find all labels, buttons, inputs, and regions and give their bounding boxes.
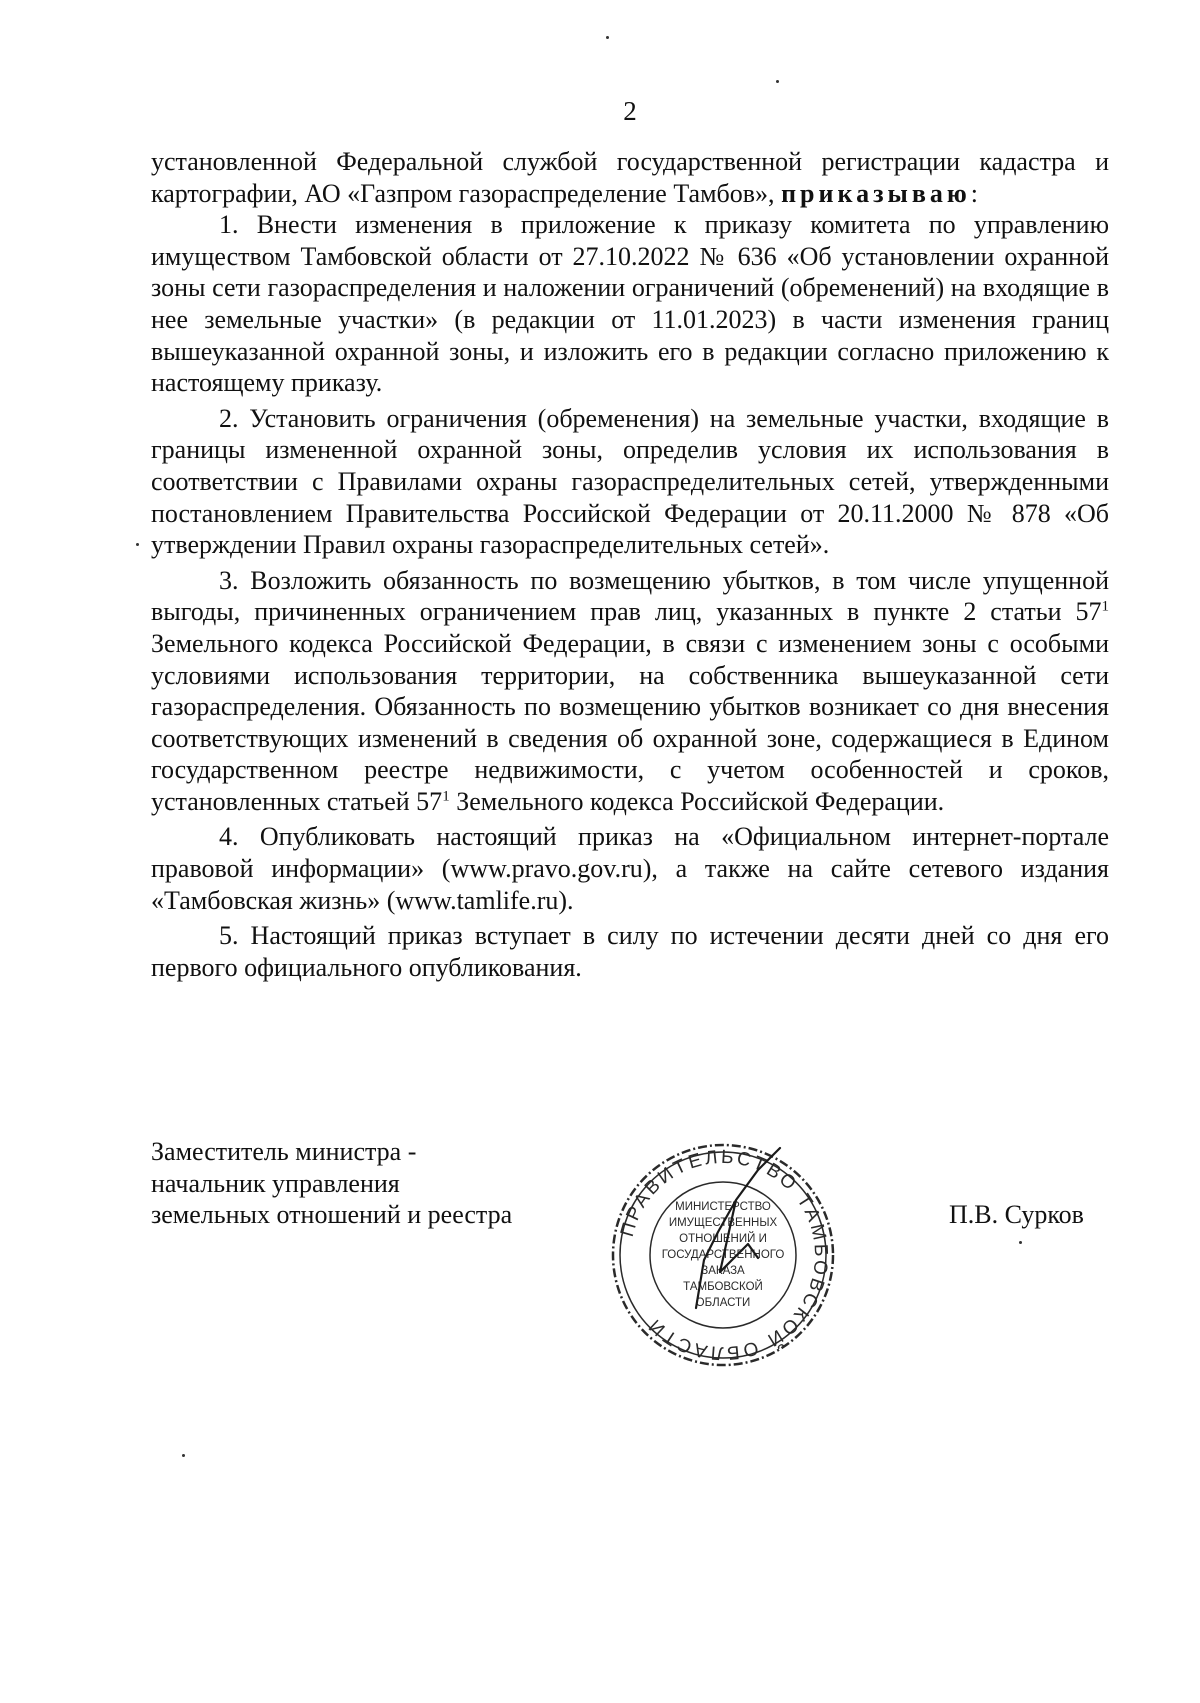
signatory-name: П.В. Сурков [949, 1200, 1084, 1229]
order-item-3 [151, 565, 1109, 818]
scan-speck [182, 1454, 185, 1457]
order-item-3-part-1: 3. Возложить обязанность по возмещению убытков, в том числе упущенной выгоды, причиненных ограничением прав лиц, указанных в пункте 2 статьи 57 [151, 565, 1109, 627]
signatory-position [151, 1136, 512, 1231]
seal-inner-line: ОТНОШЕНИЙ И [679, 1233, 767, 1245]
seal-inner-line: ОБЛАСТИ [695, 1297, 751, 1309]
order-item-4: 4. Опубликовать настоящий приказ на «Официальном интернет-портале правовой информации» (www.pravo.gov.ru), а также на сайте сетевого издания «Тамбовская жизнь» (www.tamlife.ru). [151, 822, 1109, 915]
scan-speck [1019, 1241, 1022, 1244]
scan-speck [776, 80, 779, 83]
order-item-3-part-3: Земельного кодекса Российской Федерации. [449, 786, 945, 816]
order-word: приказываю [781, 178, 971, 208]
seal-inner-line: ГОСУДАРСТВЕННОГО [661, 1249, 785, 1261]
article-superscript: 1 [442, 788, 450, 805]
order-item-2: 2. Установить ограничения (обременения) на земельные участки, входящие в границы измененной охранной зоны, определив условия их использования в соответствии с Правилами охраны газораспределительных сетей, утвержденными постановлением Правительства Российской Федерации от 20.11.2000 № 878 «Об утверждении Правил охраны газораспределительных сетей». [151, 403, 1109, 560]
signatory-position-line: земельных отношений и реестра [151, 1200, 513, 1230]
scan-speck [136, 543, 139, 546]
article-superscript: 1 [1101, 598, 1109, 615]
order-item-3-part-2: Земельного кодекса Российской Федерации, в связи с изменением зоны с особыми условиями использования территории, на собственника вышеуказанной сети газораспределения. Обязанность по возмещению убытков возникает со дня внесения соответствующих изменений в сведения об охранной зоне, содержащиеся в Едином государственном реестре недвижимости, с учетом особенностей и сроков, установленных статьей 57 [151, 628, 1109, 816]
order-item-1: 1. Внести изменения в приложение к приказу комитета по управлению имуществом Тамбовской области от 27.10.2022 № 636 «Об установлении охранной зоны сети газораспределения и наложении ограничений (обременений) на входящие в нее земельные участки» (в редакции от 11.01.2023) в части изменения границ вышеуказанной охранной зоны, и изложить его в редакции согласно приложению к настоящему приказу. [151, 210, 1109, 398]
page-number: 2 [623, 96, 637, 126]
official-seal-stamp [608, 1140, 838, 1370]
signatory-position-line: начальник управления [151, 1168, 400, 1198]
order-suffix: : [970, 178, 978, 208]
lead-paragraph-text: установленной Федеральной службой государственной регистрации кадастра и картографии, АО «Газпром газораспределение Тамбов», [151, 147, 1109, 208]
lead-paragraph [151, 146, 1109, 209]
seal-graphic [608, 1140, 838, 1370]
seal-inner-line: ЗАКАЗА [701, 1265, 745, 1277]
seal-inner-line: ТАМБОВСКОЙ [683, 1281, 763, 1293]
seal-inner-line: МИНИСТЕРСТВО [675, 1201, 771, 1213]
document-body [151, 146, 1109, 983]
signatory-position-line: Заместитель министра - [151, 1137, 417, 1166]
order-item-5: 5. Настоящий приказ вступает в силу по истечении десяти дней со дня его первого официального опубликования. [151, 921, 1109, 982]
seal-inner-line: ИМУЩЕСТВЕННЫХ [668, 1217, 778, 1229]
scan-speck [606, 36, 609, 39]
seal-outer-text: ПРАВИТЕЛЬСТВО ТАМБОВСКОЙ ОБЛАСТИ [616, 1146, 832, 1364]
